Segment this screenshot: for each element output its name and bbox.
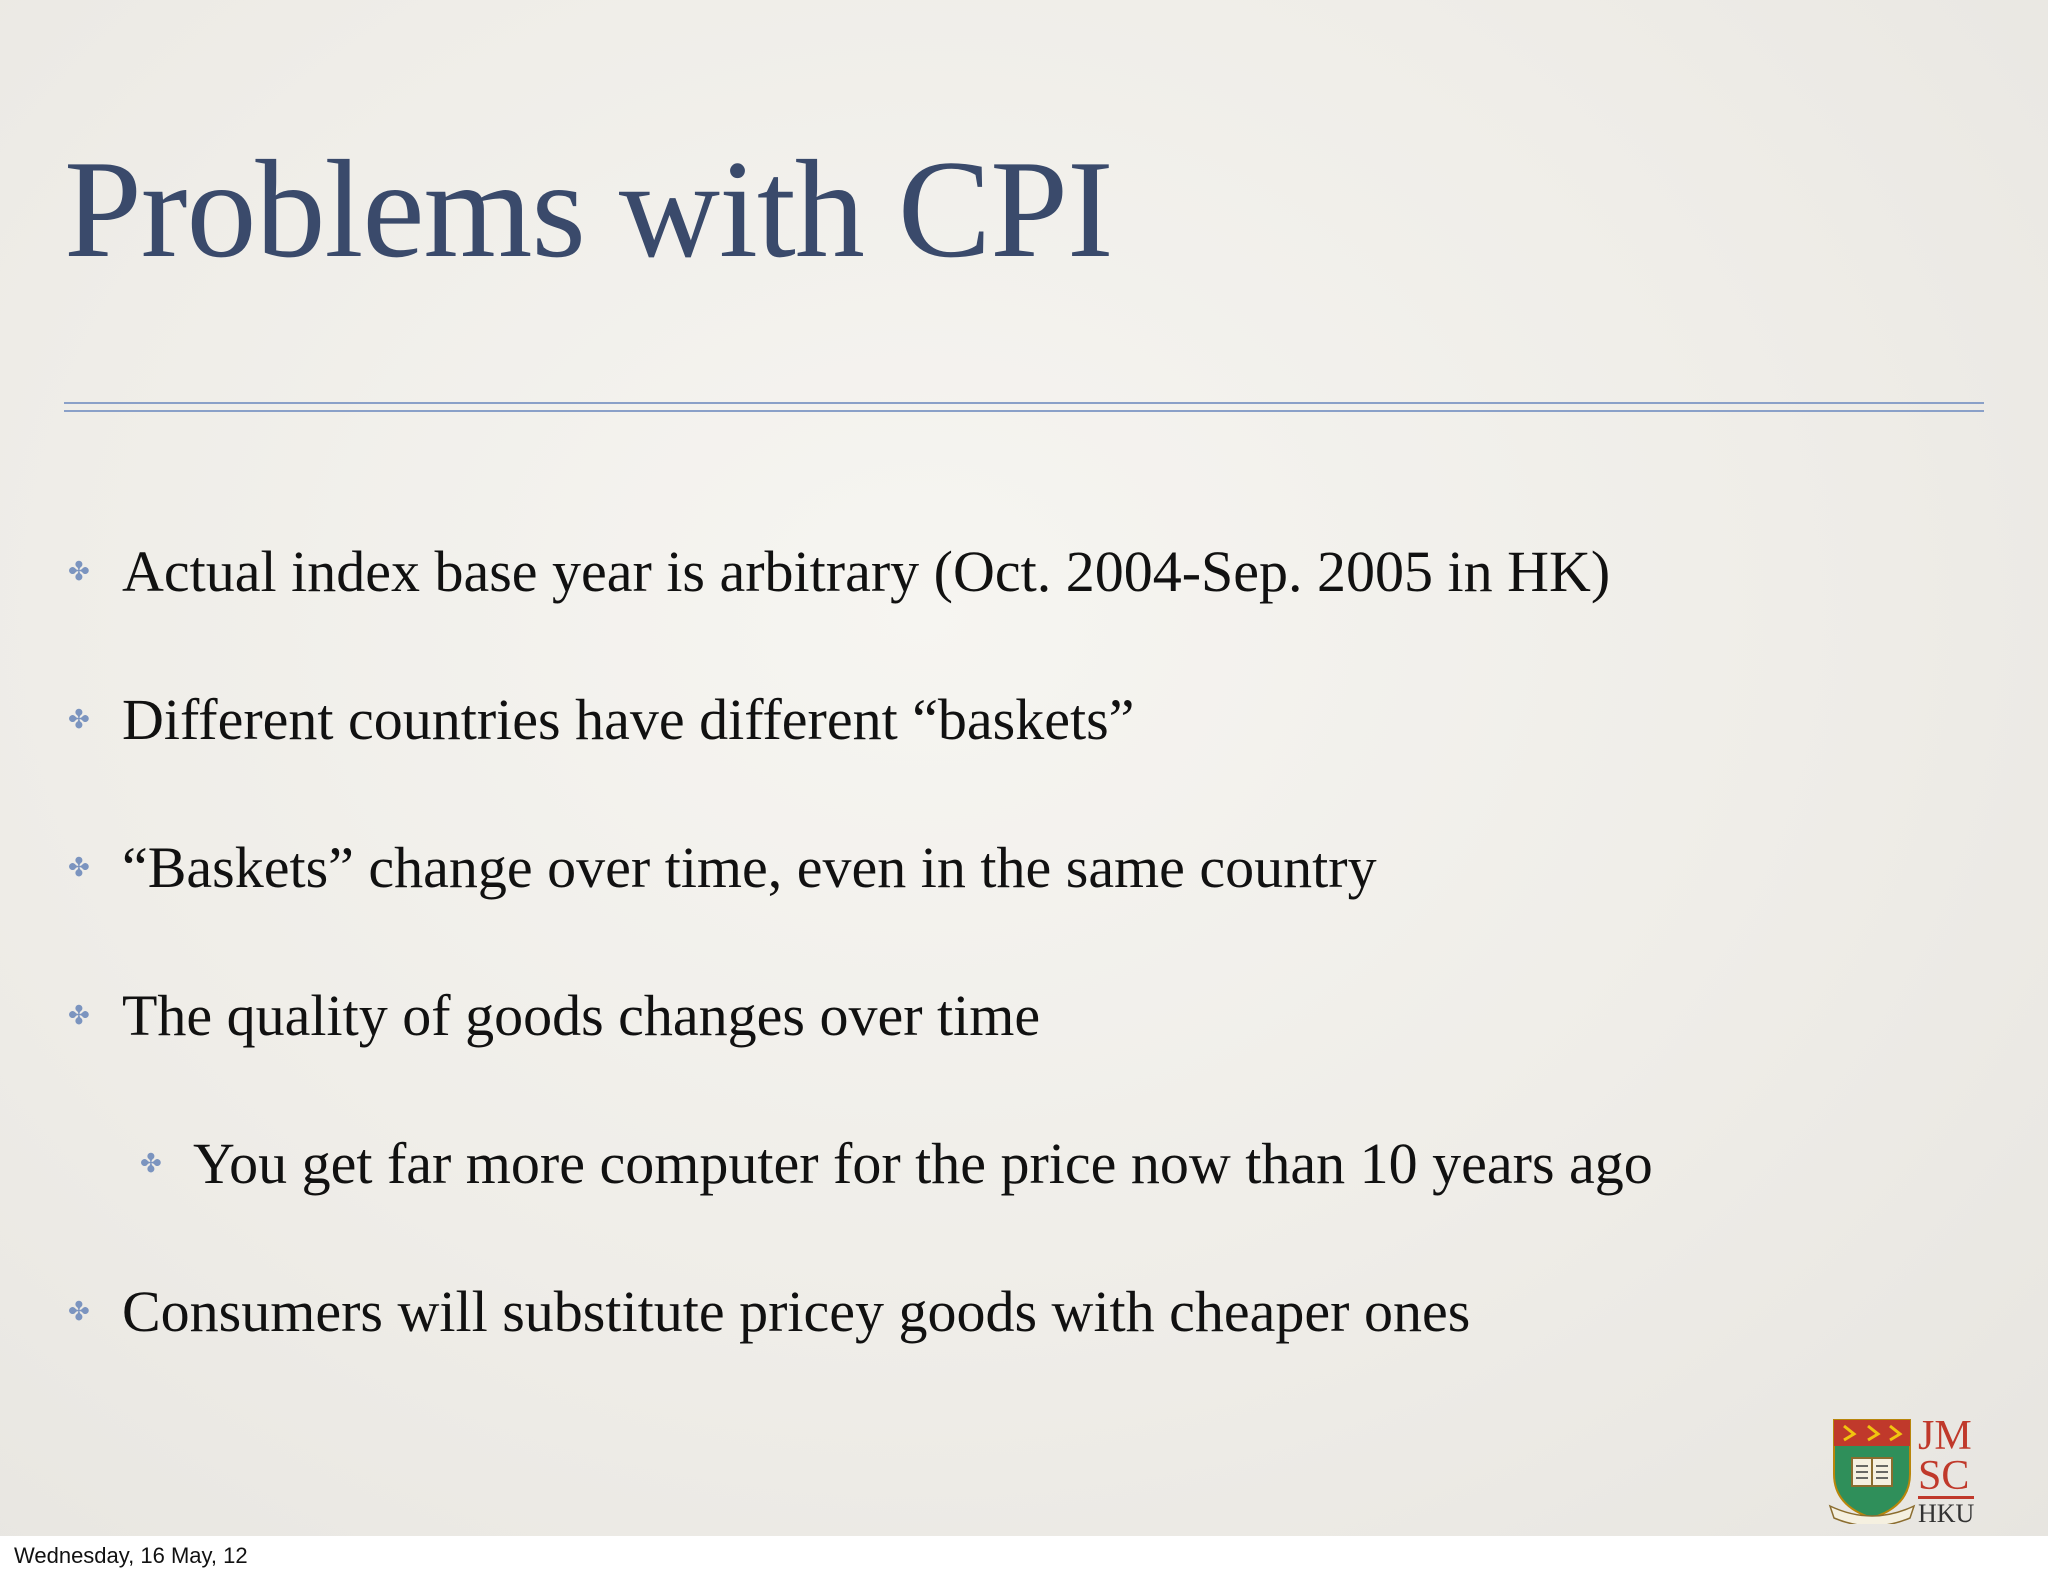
footer-date: Wednesday, 16 May, 12 xyxy=(14,1543,248,1568)
title-divider-bottom xyxy=(64,410,1984,412)
bullet-text: “Baskets” change over time, even in the same country xyxy=(122,835,1377,900)
bullet-text: Different countries have different “baskets” xyxy=(122,687,1135,752)
bullet-marker-icon: ✤ xyxy=(68,1001,90,1030)
logo-line-2: SC xyxy=(1918,1453,1970,1499)
jmsc-logo-text xyxy=(1918,1413,1978,1499)
bullet-text: Actual index base year is arbitrary (Oct. 2004-Sep. 2005 in HK) xyxy=(122,539,1611,604)
bullet-marker-icon: ✤ xyxy=(68,853,90,882)
title-divider-top xyxy=(64,402,1984,404)
slide-title: Problems with CPI xyxy=(64,132,1113,287)
bullet-marker-icon: ✤ xyxy=(68,1297,90,1326)
bullet-marker-icon: ✤ xyxy=(140,1149,162,1178)
bullet-marker-icon: ✤ xyxy=(68,705,90,734)
bullet-text: Consumers will substitute pricey goods with cheaper ones xyxy=(122,1279,1471,1344)
bullet-marker-icon: ✤ xyxy=(68,557,90,586)
bullet-text: You get far more computer for the price now than 10 years ago xyxy=(193,1131,1653,1196)
hku-logo-text: HKU xyxy=(1918,1496,1974,1527)
bullet-text: The quality of goods changes over time xyxy=(122,983,1041,1048)
logo-line-1: JM xyxy=(1918,1413,1972,1459)
